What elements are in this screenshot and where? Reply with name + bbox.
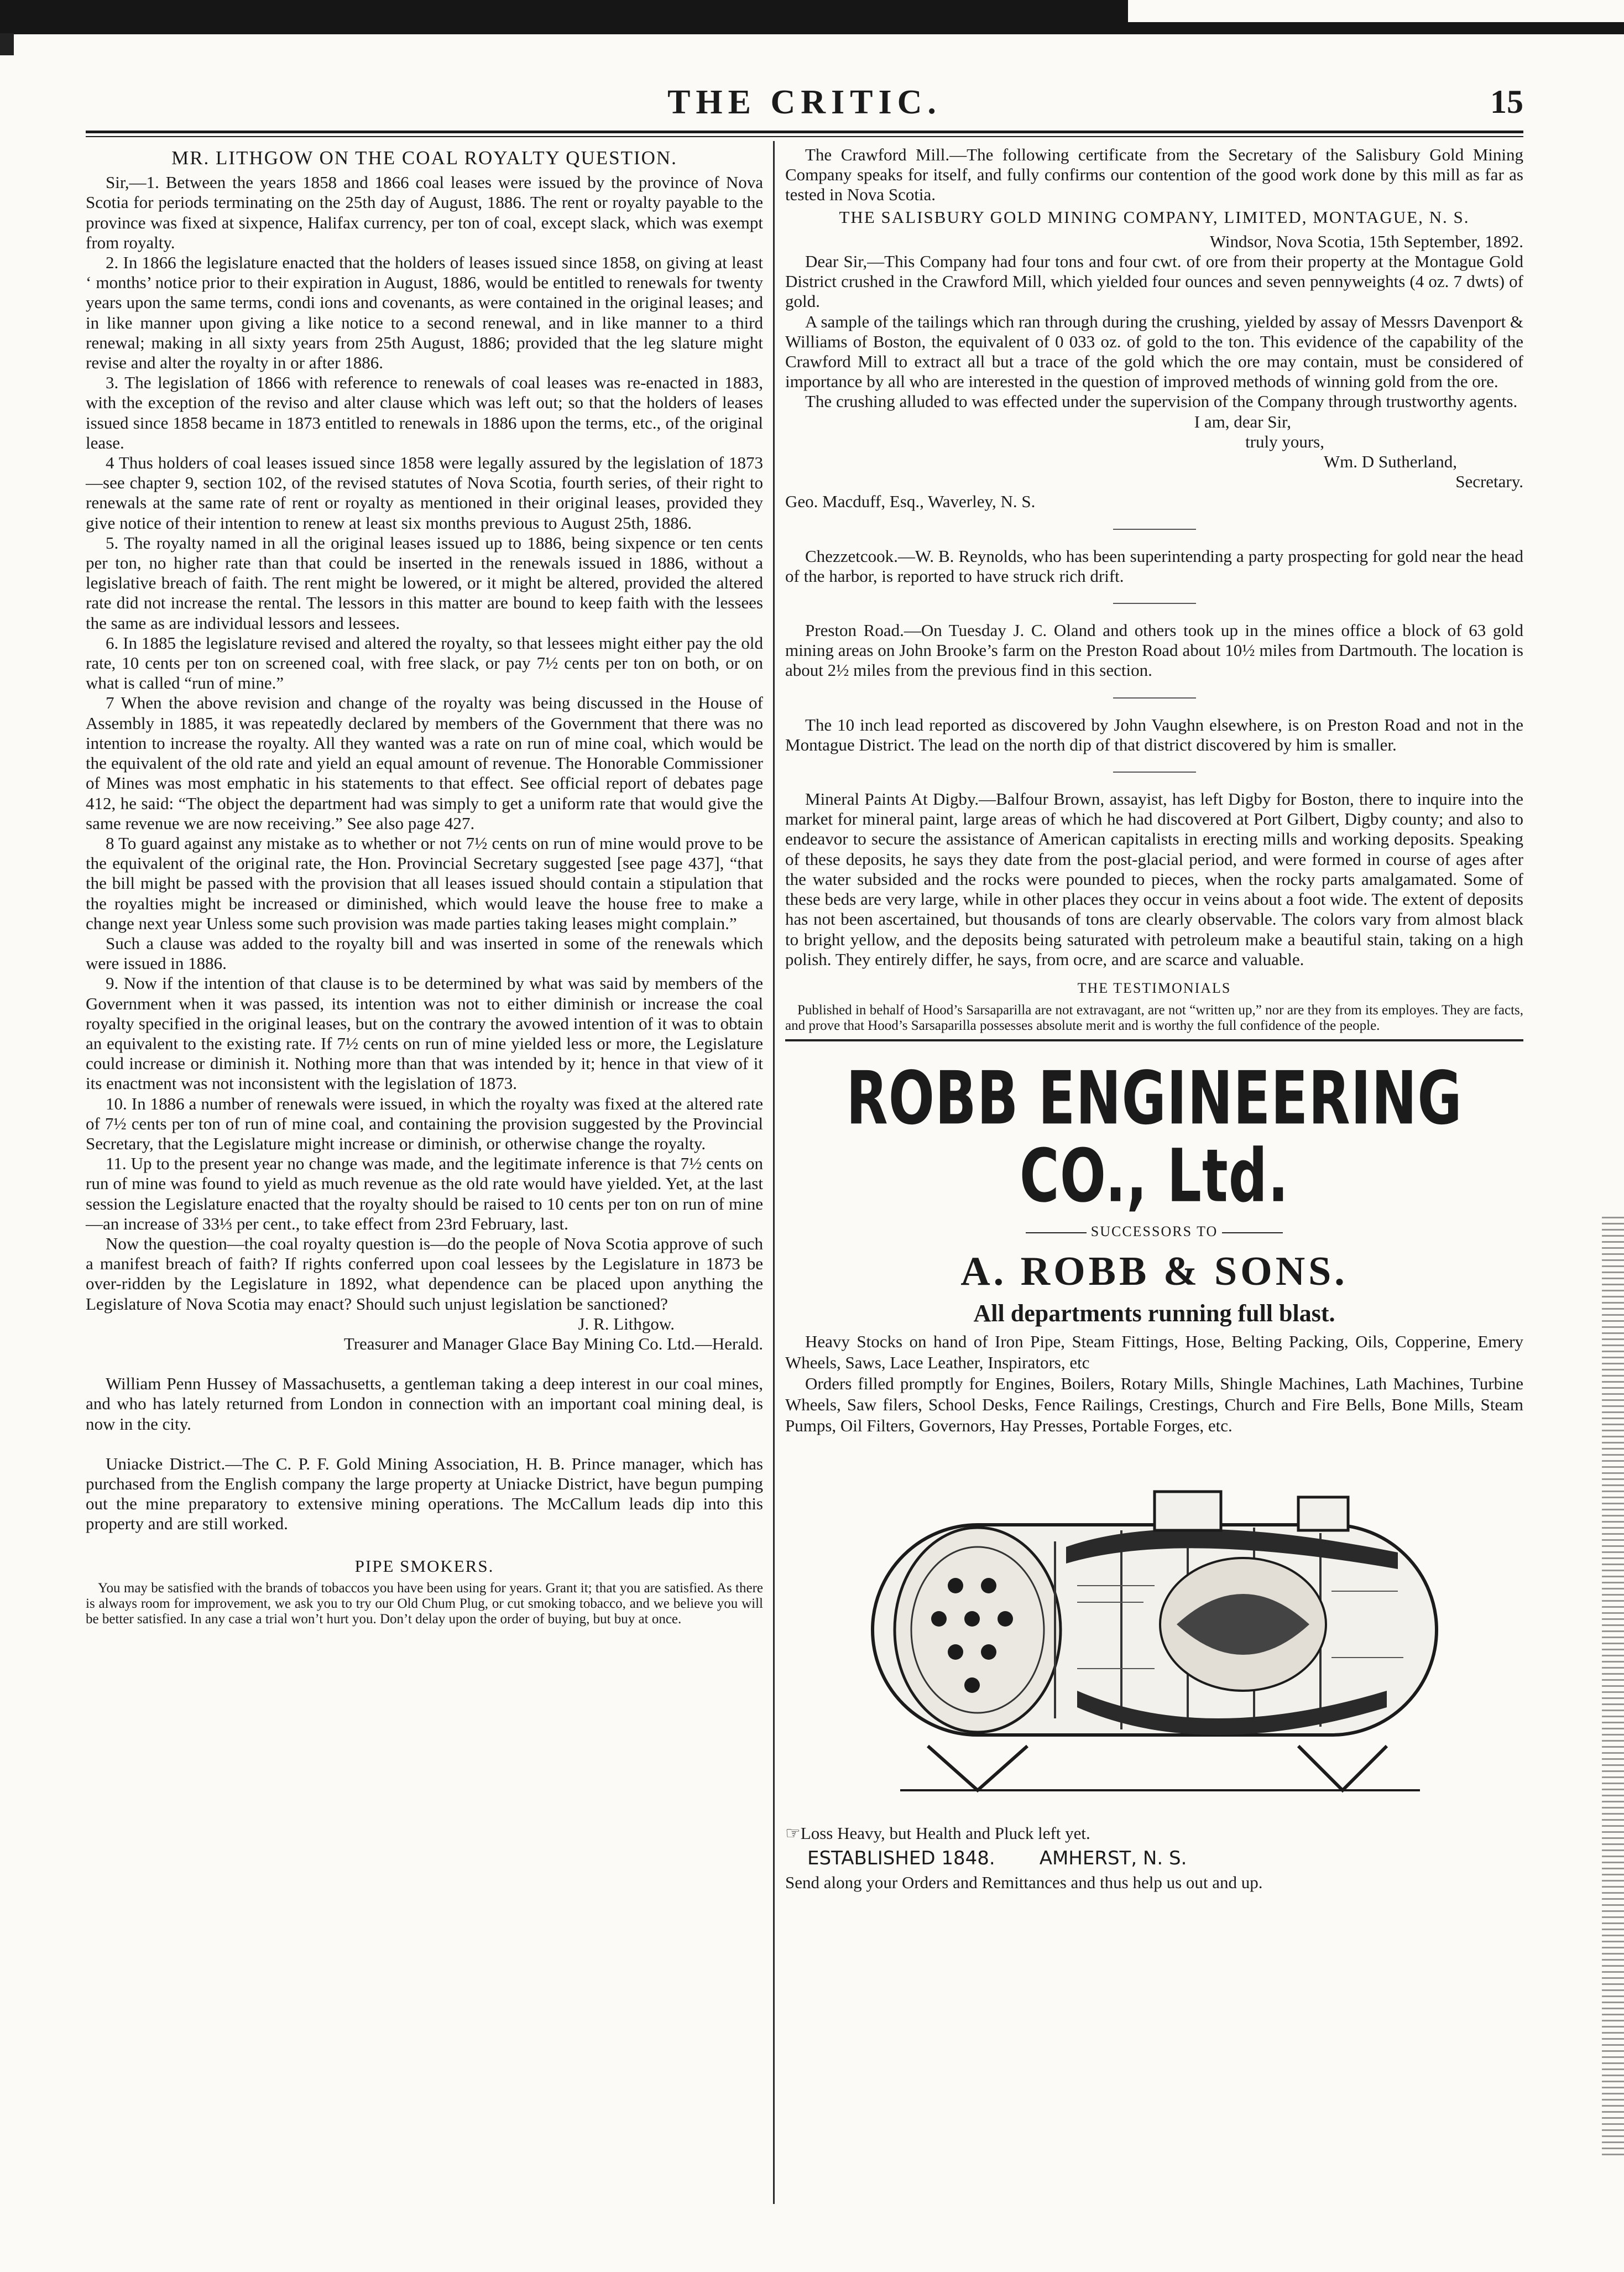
- article-paragraph: Such a clause was added to the royalty bill and was inserted in some of the renewals which were issued in 1886.: [86, 933, 763, 973]
- ad-rule: [785, 1039, 1523, 1041]
- article-paragraph: 10. In 1886 a number of renewals were issued, in which the royalty was fixed at the altered rate of 7½ cents per ton of run of mine coal, and containing the provision suggested by the Provincial Secretary, that the Legislature might increase or diminish, or otherwise change the royalty.: [86, 1093, 763, 1153]
- ad-loss-line: ☞Loss Heavy, but Health and Pluck left yet.: [785, 1823, 1090, 1843]
- left-column: [86, 145, 763, 1627]
- letter-signature-title: Secretary.: [1455, 472, 1523, 492]
- ad-established-row: [785, 1848, 1523, 1868]
- letter-paragraph: Dear Sir,—This Company had four tons and four cwt. of ore from their property at the Montague Gold District crushed in the Crawford Mill, which yielded four ounces and seven pennyweights (4 oz. 7 dwts) of gold.: [785, 252, 1523, 311]
- ad-sons-name: A. ROBB & SONS.: [960, 1249, 1348, 1295]
- scan-top-line: [1128, 22, 1604, 25]
- article-paragraph: 9. Now if the intention of that clause is to be determined by what was said by members of the Government when it was passed, its intention was not to either diminish or increase the coal royalty specified in the original leases, but on the contrary the avowed intention of it was to obtain an equivalent to the existing rate. If 7½ cents on run of mine yielded less or more, the Legislature could increase or diminish it. Nothing more than that was intended by it; hence in that view of it its enactment was not inconsistent with the legislation of 1873.: [86, 973, 763, 1093]
- pipe-smokers-text: You may be satisfied with the brands of tobaccos you have been using for years. Grant it; that you are satisfied. As there is always room for improvement, we ask you to try our Old Chum Plug, or cut smoking tobacco, and we believe you will be better satisfied. In any case a trial won’t hurt you. Don’t delay upon the order of buying, but buy at once.: [86, 1580, 763, 1627]
- news-item-chezzetcook: Chezzetcook.—W. B. Reynolds, who has been superintending a party prospecting for gold near the head of the harbor, is reported to have struck rich drift.: [785, 546, 1523, 586]
- letter-paragraph: The crushing alluded to was effected under the supervision of the Company through trustworthy agents.: [805, 392, 1518, 411]
- testimonials-text: Published in behalf of Hood’s Sarsaparilla are not extravagant, are not “written up,” nor are they from its employes. They are facts, and prove that Hood’s Sarsaparilla possesses absolute merit and is worthy the full confidence of the people.: [785, 1003, 1523, 1034]
- letter-paragraph: A sample of the tailings which ran through during the crushing, yielded by assay of Messrs Davenport & Williams of Boston, the equivalent of 0 033 oz. of gold to the ton. This evidence of the capability of the Crawford Mill to extract all but a trace of the gold which the ore may contain, must be considered of importance by all who are interested in the question of improved methods of winning gold from the ore.: [785, 311, 1523, 392]
- header-rule-thin: [86, 136, 1523, 137]
- column-divider: [773, 141, 775, 2204]
- letter-closing: truly yours,: [1245, 431, 1324, 451]
- article-paragraph: 3. The legislation of 1866 with reference to renewals of coal leases was re-enacted in 1883, with the exception of the reviso and alter clause which was left out; so that the holders of leases issued since 1858 became in 1873 entitled to renewals in 1886 upon the terms, etc., of the original lease.: [86, 373, 763, 452]
- testimonials-title: THE TESTIMONIALS: [1077, 979, 1231, 996]
- ad-company-name: ROBB ENGINEERING CO., Ltd.: [846, 1056, 1463, 1220]
- ad-location: AMHERST, N. S.: [1039, 1847, 1187, 1869]
- page-number: 15: [1490, 84, 1523, 120]
- article-paragraph: 4 Thus holders of coal leases issued since 1858 were legally assured by the legislation of 1873—see chapter 9, section 102, of the revised statutes of Nova Scotia, fourth series, of their right to renewals at the same rate of rent or royalty as mentioned in their original leases, provided they give notice of their intention to renew at least six months previous to August 25th, 1886.: [86, 453, 763, 533]
- news-item-uniacke: Uniacke District.—The C. P. F. Gold Mining Association, H. B. Prince manager, which has purchased from the English company the large property at Uniacke District, have begun pumping out the mine preparatory to extensive mining operations. The McCallum leads dip into this property and are still worked.: [86, 1453, 763, 1534]
- letter-dateline: Windsor, Nova Scotia, 15th September, 1892.: [1209, 231, 1523, 251]
- signature-title: Treasurer and Manager Glace Bay Mining Co. Ltd.—Herald.: [343, 1333, 763, 1353]
- article-paragraph: 5. The royalty named in all the original leases issued up to 1886, being sixpence or ten cents per ton, no higher rate than that could be inserted in the renewals issued in 1886, without a legislative breach of faith. The rent might be lowered, or it might be altered, provided the altered rate did not increase the rental. The lessors in this matter are bound to keep faith with the lessees the same as are individual lessors and lessees.: [86, 533, 763, 633]
- letter-addressee: Geo. Macduff, Esq., Waverley, N. S.: [785, 492, 1036, 512]
- article-title: MR. LITHGOW ON THE COAL ROYALTY QUESTION.: [171, 147, 677, 169]
- scan-edge-artifact: [1602, 1217, 1624, 2157]
- scan-top-gap: [1128, 0, 1624, 22]
- letter-closing: I am, dear Sir,: [1194, 411, 1291, 431]
- ad-departments: All departments running full blast.: [973, 1300, 1335, 1327]
- signature-name: J. R. Lithgow.: [578, 1314, 675, 1333]
- page-header: [86, 83, 1523, 127]
- ad-send-line: Send along your Orders and Remittances and thus help us out and up.: [785, 1872, 1263, 1892]
- news-item-hussey: William Penn Hussey of Massachusetts, a gentleman taking a deep interest in our coal mines, and who has lately returned from London in connection with an important coal mining deal, is now in the city.: [86, 1374, 763, 1434]
- article-paragraph: 8 To guard against any mistake as to whether or not 7½ cents on run of mine would prove to be the equivalent of the original rate, the Hon. Provincial Secretary suggested [see page 437], “that the bill might be passed with the provision that all leases issued should contain a stipulation that the royalties might be increased or diminished, which would leave the house free to make a change next year Unless some such provision was made parties taking leases might complain.”: [86, 833, 763, 933]
- ad-established: ESTABLISHED 1848.: [807, 1847, 995, 1869]
- company-heading: THE SALISBURY GOLD MINING COMPANY, LIMITED, MONTAGUE, N. S.: [839, 207, 1470, 227]
- crawford-mill-item: The Crawford Mill.—The following certificate from the Secretary of the Salisbury Gold Mining Company speaks for itself, and fully confirms our contention of the good work done by this mill as far as tested in Nova Scotia.: [785, 145, 1523, 205]
- article-paragraph: Sir,—1. Between the years 1858 and 1866 coal leases were issued by the province of Nova Scotia for periods terminating on the 25th day of August, 1886. The rent or royalty payable to the province was fixed at sixpence, Halifax currency, per ton of coal, except slack, which was exempt from royalty.: [86, 173, 763, 252]
- news-item-lead: The 10 inch lead reported as discovered by John Vaughn elsewhere, is on Preston Road and not in the Montague District. The lead on the north dip of that district discovered by him is smaller.: [785, 715, 1523, 754]
- ad-successors-label: SUCCESSORS TO: [1090, 1223, 1218, 1240]
- boiler-illustration: [845, 1458, 1464, 1812]
- article-paragraph: 11. Up to the present year no change was made, and the legitimate inference is that 7½ cents on run of mine was found to yield as much revenue as the old rate would have yielded. Yet, at the last session the Legislature enacted that the royalty should be raised to 10 cents per ton on run of mine—an increase of 33⅓ per cent., to take effect from 23rd February, last.: [86, 1154, 763, 1233]
- article-paragraph: 6. In 1885 the legislature revised and altered the royalty, so that lessees might either pay the old rate, 10 cents per ton on screened coal, with free slack, or pay 7½ cents per ton on both, or on what is called “run of mine.”: [86, 633, 763, 693]
- article-paragraph: Now the question—the coal royalty question is—do the people of Nova Scotia approve of such a manifest breach of faith? If rights conferred upon coal lessees by the Legislature in 1873 be over-ridden by the Legislature in 1892, what dependence can be placed upon anything the Legislature of Nova Scotia may enact? Should such unjust legislation be sanctioned?: [86, 1233, 763, 1314]
- pipe-smokers-title: PIPE SMOKERS.: [354, 1556, 494, 1576]
- ad-orders-text: Orders filled promptly for Engines, Boilers, Rotary Mills, Shingle Machines, Lath Machines, Turbine Wheels, Saw filers, School Desks, Fence Railings, Crestings, Church and Fire Bells, Bone Mills, Steam Pumps, Oil Filters, Governors, Hay Presses, Portable Forges, etc.: [785, 1374, 1523, 1436]
- news-item-mineral-paints: Mineral Paints At Digby.—Balfour Brown, assayist, has left Digby for Boston, there to inquire into the market for mineral paint, large areas of which he had discovered at Port Gilbert, Digby county; and also to endeavor to secure the assistance of American capitalists in erecting mills and working deposits. Speaking of these deposits, he says they date from the post-glacial period, and were formed in course of ages after the water subsided and the rocks were pounded to pieces, when the rocky parts amalgamated. Some of these beds are very large, while in other places they occur in veins about a foot wide. The extent of deposits has not been ascertained, but thousands of tons are clearly observable. The colors vary from almost black to bright yellow, and the deposits being saturated with petroleum make a beautiful stain, taking on a high polish. They entirely differ, he says, from ocre, and are scarce and valuable.: [785, 789, 1523, 969]
- scan-artifact: [0, 33, 14, 55]
- article-paragraph: 2. In 1866 the legislature enacted that the holders of leases issued since 1858, on giving at least ‘ months’ notice prior to their expiration in August, 1886, would be entitled to renewals for twenty years upon the same terms, condi ions and covenants, as were contained in the original leases; and in like manner upon giving a like notice to a second renewal, and in like manner to a third renewal; making in all sixty years from 25th August, 1886; provided that the leg slature might revise and alter the royalty in or after 1886.: [86, 253, 763, 373]
- header-rule: [86, 131, 1523, 133]
- news-item-preston: Preston Road.—On Tuesday J. C. Oland and others took up in the mines office a block of 63 gold mining areas on John Brooke’s farm on the Preston Road about 10½ miles from Dartmouth. The location is about 2½ miles from the previous find in this section.: [785, 621, 1523, 680]
- letter-signature: Wm. D Sutherland,: [1323, 452, 1457, 472]
- ad-stock-text: Heavy Stocks on hand of Iron Pipe, Steam Fittings, Hose, Belting Packing, Oils, Copperine, Emery Wheels, Saws, Lace Leather, Inspirators, etc: [785, 1332, 1523, 1373]
- ad-successors: [785, 1222, 1523, 1242]
- right-column: [785, 145, 1523, 1893]
- masthead-title: THE CRITIC.: [667, 84, 942, 121]
- article-paragraph: 7 When the above revision and change of the royalty was being discussed in the House of Assembly in 1885, it was repeatedly declared by members of the Government that there was no intention to increase the royalty. All they wanted was a rate on run of mine coal, which would be the equivalent of the old rate and yield an equal amount of revenue. The Honorable Commissioner of Mines was most emphatic in his statements to that effect. See official report of debates page 412, he said: “The object the department had was simply to get a uniform rate that would give the same revenue we are now receiving.” See also page 427.: [86, 693, 763, 833]
